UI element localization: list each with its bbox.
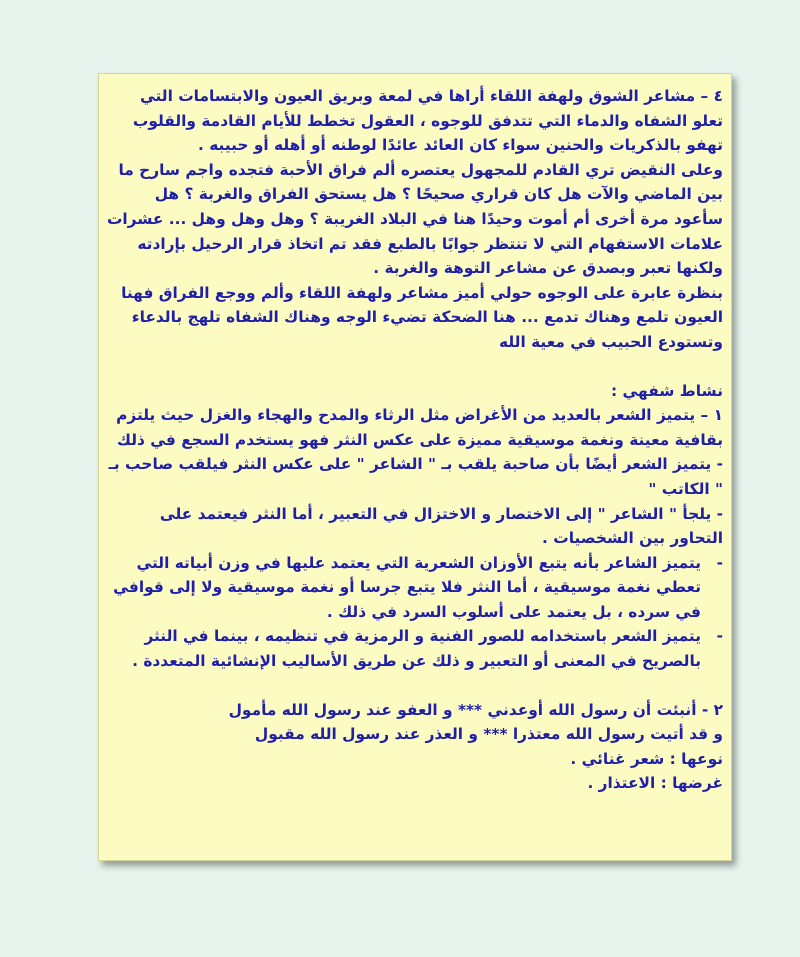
poem-type: نوعها : شعر غنائي . (570, 749, 723, 768)
poem-line-1: ٢ - أنبئت أن رسول الله أوعدني *** و العفو عند رسول الله مأمول (228, 700, 723, 719)
bullet-item-1: - يتميز الشاعر بأنه يتبع الأوزان الشعرية التي يعتمد عليها في وزن أبياته التي تعطي نغمة موسيقية ، أما النثر فلا يتبع جرسا أو نغمة موسيقية ولا إلى قوافي في سرده ، بل يعتمد على أسلوب السرد في ذلك . (105, 551, 701, 625)
answer-1: ١ – يتميز الشعر بالعديد من الأغراض مثل الرثاء والمدح والهجاء والغزل حيث يلتزم بقافية معينة ونغمة موسيقية مميزة على عكس النثر فهو يستخدم السجع في ذلك (116, 406, 723, 449)
poem-line-2: و قد أتيت رسول الله معتذرا *** و العذر عند رسول الله مقبول (254, 725, 723, 744)
bullet-item-2: - يتميز الشعر باستخدامه للصور الفنية و الرمزية في تنظيمه ، بينما في النثر بالصريح في المعنى أو التعبير و ذلك عن طريق الأساليب الإنشائية المتعددة . (105, 624, 701, 673)
section-heading: نشاط شفهي : (610, 381, 723, 400)
answer-2: - يتميز الشعر أيضًا بأن صاحبة يلقب بـ " الشاعر " على عكس النثر فيلقب صاحب بـ " الكاتب " (108, 455, 723, 498)
spacer (105, 674, 723, 698)
poem-purpose: غرضها : الاعتذار . (587, 774, 723, 793)
document-page (98, 73, 732, 861)
paragraph-1: ٤ – مشاعر الشوق ولهفة اللقاء أراها في لمعة وبريق العيون والابتسامات التي تعلو الشفاه والدماء التي تتدفق للوجوه ، العقول تخطط للأيام القادمة والقلوب تهفو بالذكريات والحنين سواء كان العائد عائدًا لوطنه أو أهله أو حبيبه . (132, 87, 723, 155)
document-body (105, 84, 723, 796)
paragraph-2: وعلى النقيض تري القادم للمجهول يعتصره ألم فراق الأحبة فتجده واجم سارح ما بين الماضي والآت هل كان قراري صحيحًا ؟ هل يستحق الفراق والغربة ؟ هل سأعود مرة أخرى أم أموت وحيدًا هنا في البلاد الغريبة ؟ وهل وهل وهل ... عشرات علامات الاستفهام التي لا تنتظر جوابًا بالطبع فقد تم اتخاذ قرار الرحيل بإرادته ولكنها تعبر وبصدق عن مشاعر التوهة والغربة . (106, 160, 723, 278)
answer-3: - يلجأ " الشاعر " إلى الاختصار و الاختزال في التعبير ، أما النثر فيعتمد على التحاور بين الشخصيات . (159, 504, 723, 548)
bullet-list (105, 551, 723, 674)
paragraph-3: بنظرة عابرة على الوجوه حولي أميز مشاعر ولهفة اللقاء وألم ووجع الفراق فهنا العيون تلمع وهناك تدمع ... هنا الضحكة تضيء الوجه وهناك الشفاه تلهج بالدعاء وتستودع الحبيب في معية الله (121, 283, 723, 351)
spacer (105, 355, 723, 379)
